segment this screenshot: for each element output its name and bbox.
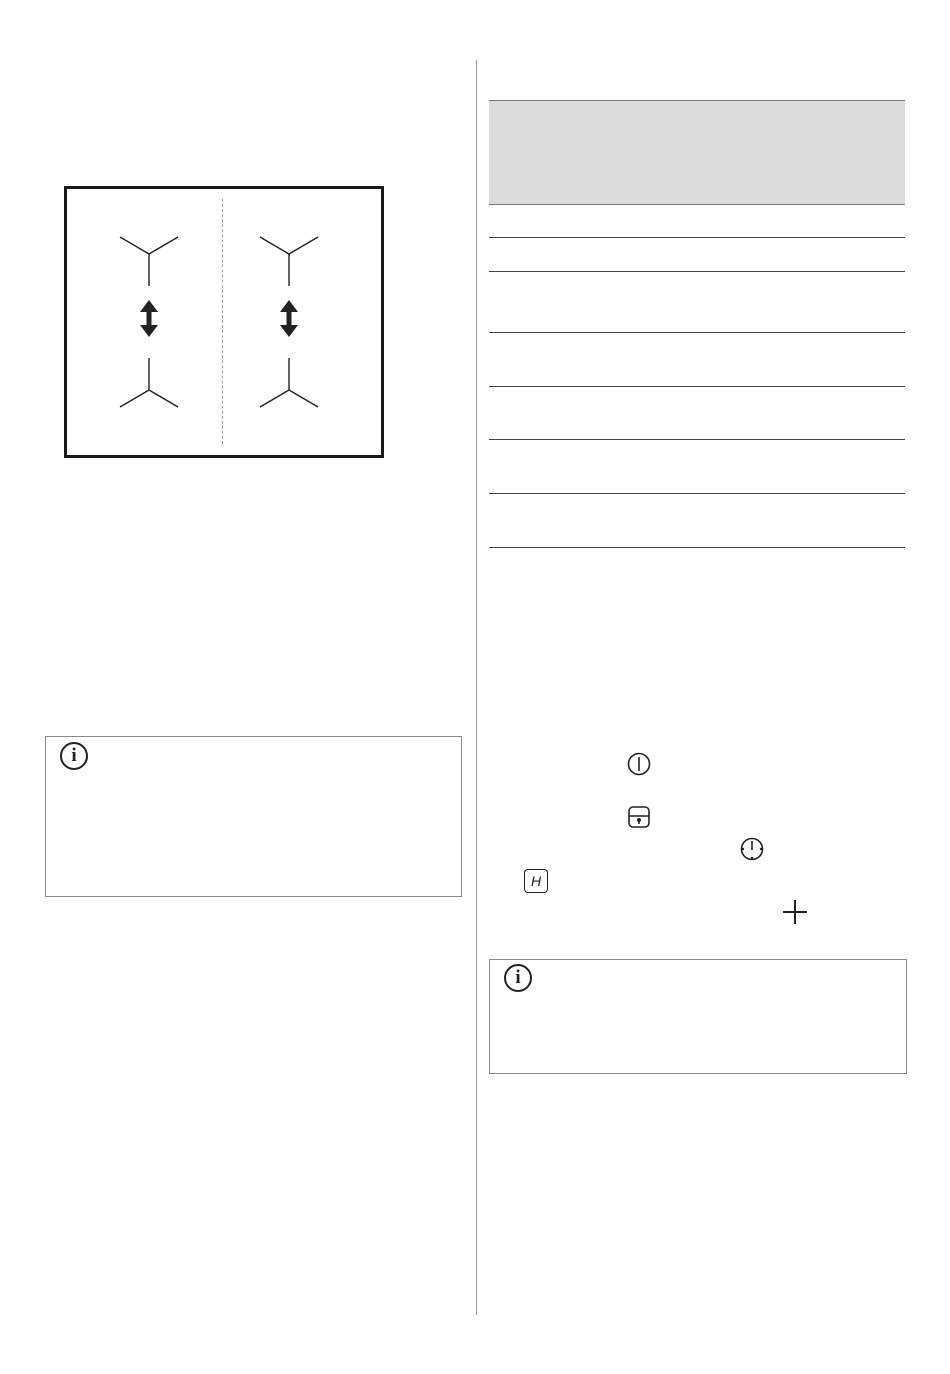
info-box-left [45, 736, 462, 897]
info-icon: i [504, 964, 532, 992]
table-row [489, 494, 905, 548]
bridge-arrow-left-icon [140, 300, 158, 337]
table-row [489, 333, 905, 387]
table-header [489, 100, 905, 205]
bridge-arrow-right-icon [280, 300, 298, 337]
cooking-zone-top-left-icon [120, 237, 178, 286]
table-row [489, 387, 905, 440]
on-off-icon [627, 752, 651, 776]
lock-icon [627, 805, 651, 829]
residual-heat-indicator-icon: H [524, 869, 548, 893]
plus-icon [782, 899, 808, 925]
info-icon: i [60, 742, 88, 770]
table-row [489, 272, 905, 333]
cooking-zone-bottom-left-icon [120, 358, 178, 407]
table-row [489, 204, 905, 238]
table-row [489, 440, 905, 494]
info-box-right [489, 959, 907, 1074]
cooking-zone-bottom-right-icon [260, 358, 318, 407]
table-row [489, 238, 905, 272]
timer-icon [740, 837, 764, 861]
cooking-zone-top-right-icon [260, 237, 318, 286]
